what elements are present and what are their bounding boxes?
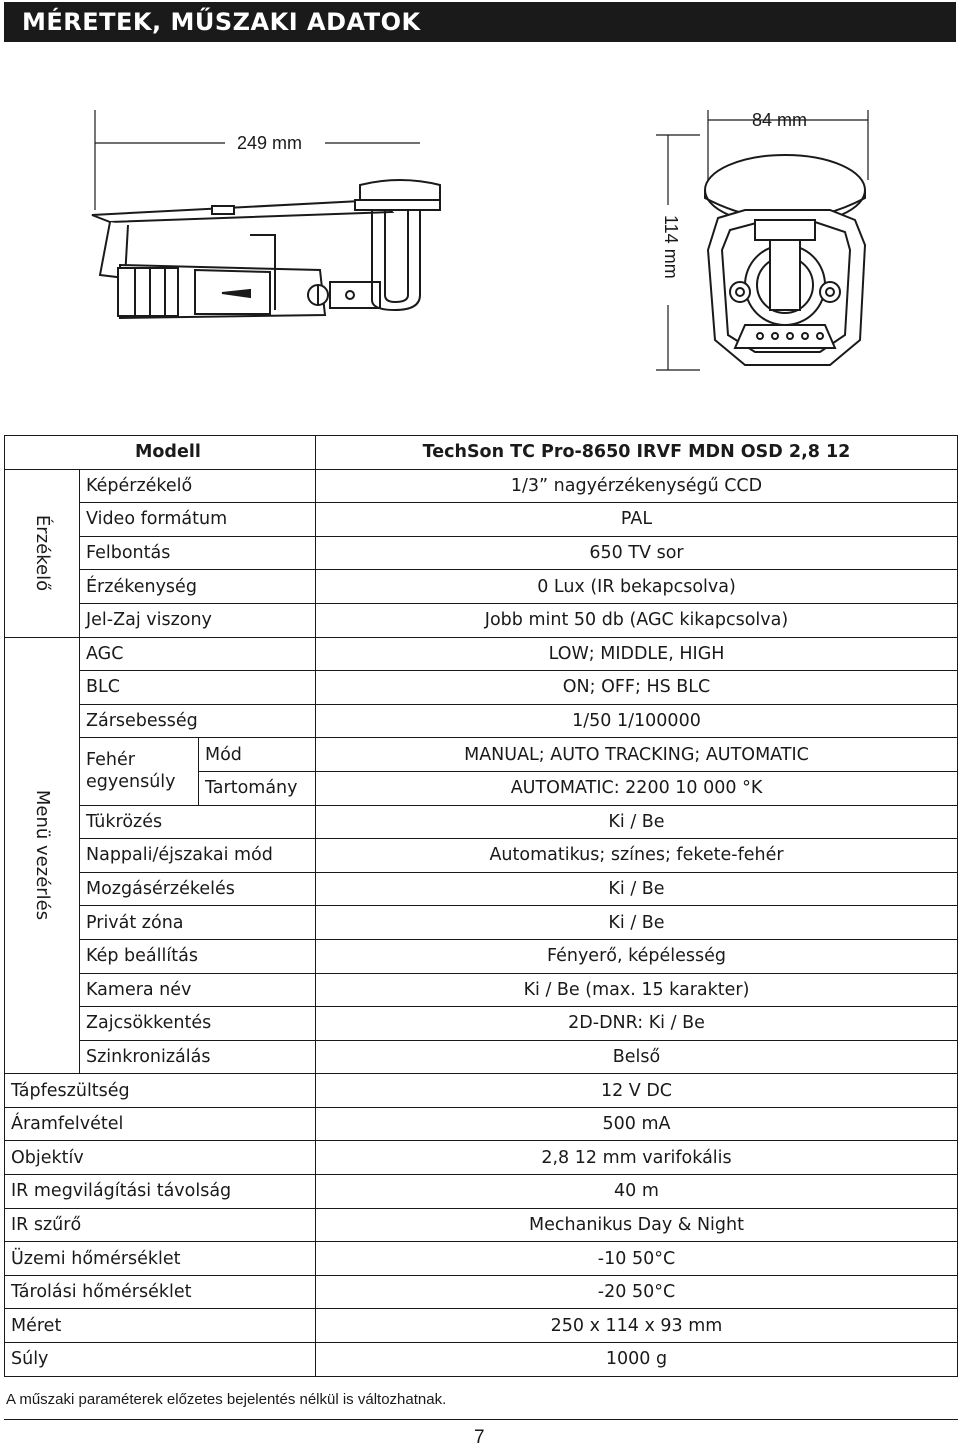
- length-dimension: 249 mm: [237, 133, 303, 153]
- spec-label: Privát zóna: [80, 906, 316, 940]
- model-label: Modell: [5, 436, 316, 470]
- model-value: TechSon TC Pro-8650 IRVF MDN OSD 2,8 12: [316, 436, 958, 470]
- spec-label: Video formátum: [80, 503, 316, 537]
- section-title-bar: [4, 2, 956, 42]
- section-title: MÉRETEK, MŰSZAKI ADATOK: [22, 8, 421, 36]
- footnote: A műszaki paraméterek előzetes bejelentés nélkül is változhatnak.: [6, 1391, 447, 1408]
- spec-value: 12 V DC: [316, 1074, 958, 1108]
- spec-label: IR szűrő: [5, 1208, 316, 1242]
- spec-label: Jel-Zaj viszony: [80, 603, 316, 637]
- group-label-sensor: Érzékelő: [5, 469, 80, 637]
- table-row: [5, 469, 958, 503]
- spec-value: LOW; MIDDLE, HIGH: [316, 637, 958, 671]
- table-row: [5, 1208, 958, 1242]
- table-row: [5, 973, 958, 1007]
- spec-value: 2,8 12 mm varifokális: [316, 1141, 958, 1175]
- spec-value: 650 TV sor: [316, 536, 958, 570]
- camera-dimension-drawing: [0, 100, 960, 420]
- spec-value: 40 m: [316, 1175, 958, 1209]
- spec-label: Kamera név: [80, 973, 316, 1007]
- table-row: [5, 704, 958, 738]
- spec-value: -10 50°C: [316, 1242, 958, 1276]
- spec-label: Objektív: [5, 1141, 316, 1175]
- spec-value: Ki / Be: [316, 872, 958, 906]
- table-row: [5, 1309, 958, 1343]
- spec-label: Fehér egyensúly: [80, 738, 199, 805]
- table-row: [5, 536, 958, 570]
- table-row: [5, 738, 958, 772]
- spec-label: Képérzékelő: [80, 469, 316, 503]
- spec-label: Zajcsökkentés: [80, 1007, 316, 1041]
- spec-value: Automatikus; színes; fekete-fehér: [316, 839, 958, 873]
- table-row: [5, 603, 958, 637]
- spec-value: 250 x 114 x 93 mm: [316, 1309, 958, 1343]
- spec-value: -20 50°C: [316, 1275, 958, 1309]
- table-row: [5, 1343, 958, 1377]
- spec-label: Tárolási hőmérséklet: [5, 1275, 316, 1309]
- table-row: [5, 671, 958, 705]
- spec-label: Tükrözés: [80, 805, 316, 839]
- height-dimension: 114 mm: [661, 215, 681, 279]
- group-label-menu: Menü vezérlés: [5, 637, 80, 1074]
- page-number: 7: [474, 1427, 485, 1448]
- spec-label: Nappali/éjszakai mód: [80, 839, 316, 873]
- spec-value: 1/3” nagyérzékenységű CCD: [316, 469, 958, 503]
- spec-label: Szinkronizálás: [80, 1040, 316, 1074]
- table-row: [5, 872, 958, 906]
- spec-label: Zársebesség: [80, 704, 316, 738]
- spec-value: ON; OFF; HS BLC: [316, 671, 958, 705]
- spec-value: Ki / Be (max. 15 karakter): [316, 973, 958, 1007]
- spec-table: [4, 435, 958, 1377]
- spec-label: Méret: [5, 1309, 316, 1343]
- table-row: [5, 1007, 958, 1041]
- spec-label: Felbontás: [80, 536, 316, 570]
- spec-label: Súly: [5, 1343, 316, 1377]
- spec-label: Üzemi hőmérséklet: [5, 1242, 316, 1276]
- table-row: [5, 1242, 958, 1276]
- spec-value: Ki / Be: [316, 805, 958, 839]
- table-row: [5, 1175, 958, 1209]
- spec-value: Belső: [316, 1040, 958, 1074]
- table-row: [5, 906, 958, 940]
- table-row: [5, 1275, 958, 1309]
- spec-value: Ki / Be: [316, 906, 958, 940]
- table-row: [5, 805, 958, 839]
- spec-value: 1000 g: [316, 1343, 958, 1377]
- spec-sublabel: Tartomány: [199, 771, 316, 805]
- spec-value: Jobb mint 50 db (AGC kikapcsolva): [316, 603, 958, 637]
- spec-value: 1/50 1/100000: [316, 704, 958, 738]
- spec-label: Áramfelvétel: [5, 1107, 316, 1141]
- spec-label: Mozgásérzékelés: [80, 872, 316, 906]
- spec-sublabel: Mód: [199, 738, 316, 772]
- spec-label: Tápfeszültség: [5, 1074, 316, 1108]
- spec-label: BLC: [80, 671, 316, 705]
- table-row: [5, 436, 958, 470]
- table-row: [5, 1074, 958, 1108]
- table-row: [5, 939, 958, 973]
- spec-value: PAL: [316, 503, 958, 537]
- spec-label: Érzékenység: [80, 570, 316, 604]
- table-row: [5, 1107, 958, 1141]
- spec-value: 0 Lux (IR bekapcsolva): [316, 570, 958, 604]
- table-row: [5, 1040, 958, 1074]
- footer-divider: [4, 1419, 958, 1420]
- spec-value: 2D-DNR: Ki / Be: [316, 1007, 958, 1041]
- width-dimension: 84 mm: [752, 110, 808, 130]
- spec-value: 500 mA: [316, 1107, 958, 1141]
- table-row: [5, 570, 958, 604]
- spec-label: Kép beállítás: [80, 939, 316, 973]
- table-row: [5, 503, 958, 537]
- table-row: [5, 839, 958, 873]
- spec-value: Mechanikus Day & Night: [316, 1208, 958, 1242]
- spec-label: AGC: [80, 637, 316, 671]
- spec-value: Fényerő, képélesség: [316, 939, 958, 973]
- spec-value: MANUAL; AUTO TRACKING; AUTOMATIC: [316, 738, 958, 772]
- table-row: [5, 637, 958, 671]
- table-row: [5, 1141, 958, 1175]
- spec-value: AUTOMATIC: 2200 10 000 °K: [316, 771, 958, 805]
- spec-label: IR megvilágítási távolság: [5, 1175, 316, 1209]
